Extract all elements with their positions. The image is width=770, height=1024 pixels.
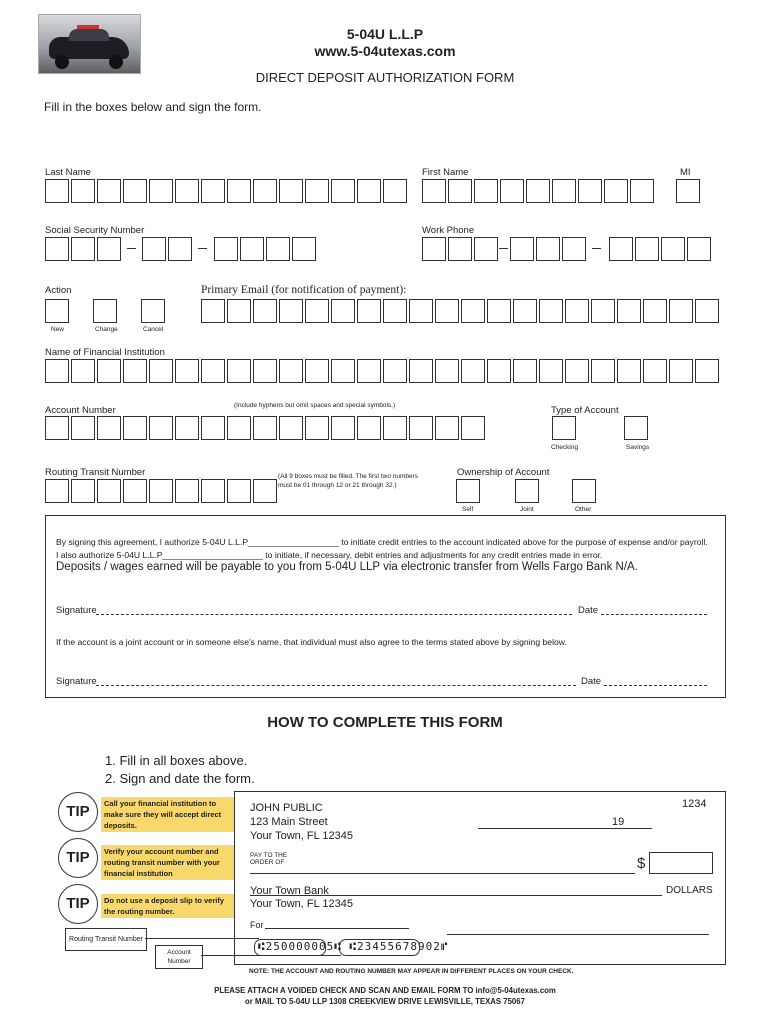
input-box[interactable] (643, 359, 667, 383)
routing-callout: Routing Transit Number (65, 928, 147, 951)
tip-text-2: Verify your account number and routing transit number with your financial institution (101, 845, 235, 880)
input-box[interactable] (149, 179, 173, 203)
input-box[interactable] (635, 237, 659, 261)
input-box[interactable] (617, 359, 641, 383)
auth-text: to initiate, if necessary, debit entries and adjustments for any credit entries made in error. (262, 550, 603, 560)
input-box[interactable] (71, 359, 95, 383)
input-box[interactable] (331, 359, 355, 383)
input-box[interactable] (578, 179, 602, 203)
action-change-label: Change (95, 326, 118, 333)
authorization-line-2 (56, 550, 602, 560)
signature-label-1: Signature (56, 605, 97, 616)
last-name-label: Last Name (45, 167, 91, 178)
company-name: 5-04U L.L.P (346, 26, 424, 42)
other-label: Other (575, 506, 592, 513)
account-callout-2: Number (167, 958, 191, 965)
action-change-box[interactable] (93, 299, 117, 323)
input-box[interactable] (539, 299, 563, 323)
input-box[interactable] (409, 416, 433, 440)
input-box[interactable] (227, 416, 251, 440)
how-to-step-1: 1. Fill in all boxes above. (105, 753, 248, 768)
input-box[interactable] (435, 416, 459, 440)
input-box[interactable] (357, 359, 381, 383)
account-callout (155, 945, 203, 969)
account-number-label: Account Number (45, 405, 116, 416)
input-box[interactable] (279, 359, 303, 383)
input-box[interactable] (45, 479, 69, 503)
dash (592, 248, 601, 249)
check-for-label: For (250, 920, 264, 930)
how-to-step-2: 2. Sign and date the form. (105, 771, 255, 786)
institution-label: Name of Financial Institution (45, 347, 165, 358)
input-box[interactable] (97, 237, 121, 261)
check-street: 123 Main Street (250, 816, 328, 828)
input-box[interactable] (142, 237, 166, 261)
self-box[interactable] (456, 479, 480, 503)
check-dollars-label: DOLLARS (666, 885, 713, 896)
auth-fill[interactable]: 5-04U L.L.P_____________________ (116, 550, 263, 560)
ssn-label: Social Security Number (45, 225, 145, 236)
check-date-line (478, 828, 652, 829)
savings-box[interactable] (624, 416, 648, 440)
joint-label: Joint (520, 506, 534, 513)
input-box[interactable] (253, 479, 277, 503)
input-box[interactable] (539, 359, 563, 383)
joint-account-note: If the account is a joint account or in someone else's name, that individual must also agree to the terms stated above by signing below. (56, 637, 567, 647)
other-box[interactable] (572, 479, 596, 503)
primary-email-label: Primary Email (for notification of payment): (201, 284, 407, 296)
input-box[interactable] (149, 479, 173, 503)
input-box[interactable] (253, 416, 277, 440)
input-box[interactable] (227, 479, 251, 503)
auth-text: By signing this agreement, I authorize (56, 537, 203, 547)
date-line-2[interactable] (604, 685, 707, 686)
input-box[interactable] (562, 237, 586, 261)
input-box[interactable] (227, 179, 251, 203)
check-payee-line (250, 873, 635, 874)
input-box[interactable] (201, 416, 225, 440)
routing-highlight (254, 939, 326, 956)
input-box[interactable] (695, 299, 719, 323)
input-box[interactable] (487, 299, 511, 323)
input-box[interactable] (565, 359, 589, 383)
input-box[interactable] (71, 179, 95, 203)
signature-line-1[interactable] (96, 614, 572, 615)
work-phone-label: Work Phone (422, 225, 475, 236)
form-instruction: Fill in the boxes below and sign the form. (44, 100, 262, 114)
input-box[interactable] (513, 359, 537, 383)
tip-icon: TIP (58, 792, 98, 832)
input-box[interactable] (510, 237, 534, 261)
ownership-label: Ownership of Account (457, 467, 550, 478)
input-box[interactable] (97, 359, 121, 383)
check-date-digits: 19 (612, 816, 625, 828)
input-box[interactable] (630, 179, 654, 203)
input-box[interactable] (71, 237, 95, 261)
tip-icon: TIP (58, 838, 98, 878)
input-box[interactable] (123, 179, 147, 203)
input-box[interactable] (123, 359, 147, 383)
input-box[interactable] (292, 237, 316, 261)
mi-label: MI (680, 167, 691, 178)
input-box[interactable] (45, 179, 69, 203)
input-box[interactable] (383, 179, 407, 203)
check-micr-line: ⑆250000005⑆ ⑆23455678902⑈ (258, 940, 449, 953)
input-box[interactable] (669, 359, 693, 383)
checking-label: Checking (551, 444, 579, 451)
input-box[interactable] (435, 299, 459, 323)
input-box[interactable] (591, 359, 615, 383)
mi-box[interactable] (676, 179, 700, 203)
input-box[interactable] (201, 359, 225, 383)
input-box[interactable] (253, 179, 277, 203)
date-line-1[interactable] (601, 614, 707, 615)
action-new-label: New (51, 326, 65, 333)
input-box[interactable] (409, 359, 433, 383)
action-cancel-label: Cancel (143, 326, 164, 333)
check-city: Your Town, FL 12345 (250, 830, 353, 842)
input-box[interactable] (279, 299, 303, 323)
routing-callout-line (145, 938, 259, 939)
input-box[interactable] (617, 299, 641, 323)
input-box[interactable] (149, 359, 173, 383)
input-box[interactable] (201, 479, 225, 503)
action-cancel-box[interactable] (141, 299, 165, 323)
input-box[interactable] (279, 416, 303, 440)
input-box[interactable] (45, 416, 69, 440)
dash (127, 248, 136, 249)
input-box[interactable] (279, 179, 303, 203)
auth-fill[interactable]: 5-04U L.L.P___________________ (202, 537, 339, 547)
input-box[interactable] (175, 416, 199, 440)
routing-note-2: must be 01 through 12 or 21 through 32.) (278, 482, 397, 489)
input-box[interactable] (201, 179, 225, 203)
input-box[interactable] (253, 299, 277, 323)
account-highlight (339, 939, 420, 956)
authorization-line-1 (56, 537, 708, 547)
input-box[interactable] (266, 237, 290, 261)
input-box[interactable] (149, 416, 173, 440)
action-label: Action (45, 285, 72, 296)
action-new-box[interactable] (45, 299, 69, 323)
input-box[interactable] (97, 179, 121, 203)
company-website[interactable]: www.5-04utexas.com (314, 43, 456, 59)
input-box[interactable] (168, 237, 192, 261)
input-box[interactable] (71, 416, 95, 440)
input-box[interactable] (669, 299, 693, 323)
input-box[interactable] (383, 416, 407, 440)
input-box[interactable] (474, 179, 498, 203)
check-number: 1234 (682, 798, 707, 810)
input-box[interactable] (305, 299, 329, 323)
date-label-1: Date (578, 605, 599, 616)
input-box[interactable] (383, 299, 407, 323)
input-box[interactable] (661, 237, 685, 261)
input-box[interactable] (422, 179, 446, 203)
footer-line-2: or MAIL TO 5-04U LLP 1308 CREEKVIEW DRIVE LEWISVILLE, TEXAS 75067 (245, 997, 525, 1006)
input-box[interactable] (123, 479, 147, 503)
check-memo-line (265, 928, 409, 929)
type-of-account-label: Type of Account (551, 405, 619, 416)
input-box[interactable] (305, 416, 329, 440)
signature-line-2[interactable] (96, 685, 576, 686)
dash (499, 248, 508, 249)
input-box[interactable] (253, 359, 277, 383)
first-name-label: First Name (422, 167, 469, 178)
signature-label-2: Signature (56, 676, 97, 687)
account-number-note: (Include hyphens but omit spaces and special symbols.) (234, 402, 396, 409)
input-box[interactable] (448, 179, 472, 203)
input-box[interactable] (175, 479, 199, 503)
input-box[interactable] (97, 479, 121, 503)
input-box[interactable] (526, 179, 550, 203)
input-box[interactable] (331, 299, 355, 323)
footer-line-1: PLEASE ATTACH A VOIDED CHECK AND SCAN AND EMAIL FORM TO info@5-04utexas.com (214, 986, 556, 995)
input-box[interactable] (552, 179, 576, 203)
check-pay-to-2: ORDER OF (250, 859, 285, 866)
input-box[interactable] (500, 179, 524, 203)
input-box[interactable] (214, 237, 238, 261)
check-pay-to-1: PAY TO THE (250, 852, 288, 859)
input-box[interactable] (409, 299, 433, 323)
input-box[interactable] (604, 179, 628, 203)
check-signature-line (447, 934, 709, 935)
input-box[interactable] (461, 299, 485, 323)
input-box[interactable] (474, 237, 498, 261)
input-box[interactable] (305, 179, 329, 203)
checking-box[interactable] (552, 416, 576, 440)
check-name: JOHN PUBLIC (250, 802, 323, 814)
how-to-title: HOW TO COMPLETE THIS FORM (267, 714, 503, 731)
routing-note-1: (All 9 boxes must be filled. The first two numbers (278, 473, 419, 480)
input-box[interactable] (591, 299, 615, 323)
input-box[interactable] (609, 237, 633, 261)
input-box[interactable] (536, 237, 560, 261)
input-box[interactable] (45, 359, 69, 383)
input-box[interactable] (175, 179, 199, 203)
input-box[interactable] (357, 416, 381, 440)
check-bank-city: Your Town, FL 12345 (250, 898, 353, 910)
check-note: NOTE: THE ACCOUNT AND ROUTING NUMBER MAY APPEAR IN DIFFERENT PLACES ON YOUR CHECK. (249, 968, 574, 975)
check-dollar-sign: $ (637, 855, 646, 872)
check-bank: Your Town Bank (250, 885, 329, 897)
input-box[interactable] (461, 416, 485, 440)
input-box[interactable] (435, 359, 459, 383)
joint-box[interactable] (515, 479, 539, 503)
input-box[interactable] (331, 416, 355, 440)
input-box[interactable] (123, 416, 147, 440)
tip-text-1: Call your financial institution to make sure they will accept direct deposits. (101, 797, 235, 832)
input-box[interactable] (448, 237, 472, 261)
input-box[interactable] (201, 299, 225, 323)
input-box[interactable] (240, 237, 264, 261)
account-callout-line (201, 955, 341, 956)
auth-text: I also authorize (56, 550, 117, 560)
input-box[interactable] (461, 359, 485, 383)
input-box[interactable] (383, 359, 407, 383)
input-box[interactable] (305, 359, 329, 383)
input-box[interactable] (227, 299, 251, 323)
input-box[interactable] (357, 299, 381, 323)
input-box[interactable] (331, 179, 355, 203)
input-box[interactable] (687, 237, 711, 261)
account-callout-1: Account (167, 949, 191, 956)
input-box[interactable] (695, 359, 719, 383)
input-box[interactable] (487, 359, 511, 383)
dash (198, 248, 207, 249)
form-title: DIRECT DEPOSIT AUTHORIZATION FORM (255, 70, 515, 85)
check-amount-box (649, 852, 713, 874)
input-box[interactable] (175, 359, 199, 383)
input-box[interactable] (227, 359, 251, 383)
self-label: Self (462, 506, 474, 513)
input-box[interactable] (643, 299, 667, 323)
input-box[interactable] (565, 299, 589, 323)
input-box[interactable] (71, 479, 95, 503)
routing-label: Routing Transit Number (45, 467, 146, 478)
tip-icon: TIP (58, 884, 98, 924)
deposits-statement: Deposits / wages earned will be payable to you from 5-04U LLP via electronic transfer from Wells Fargo Bank N/A. (56, 561, 638, 573)
tip-text-3: Do not use a deposit slip to verify the routing number. (101, 894, 235, 918)
auth-text: to initiate credit entries to the account indicated above for the purpose of expense and/or payroll. (338, 537, 708, 547)
date-label-2: Date (581, 676, 602, 687)
input-box[interactable] (422, 237, 446, 261)
savings-label: Savings (626, 444, 650, 451)
input-box[interactable] (357, 179, 381, 203)
input-box[interactable] (513, 299, 537, 323)
input-box[interactable] (97, 416, 121, 440)
input-box[interactable] (45, 237, 69, 261)
